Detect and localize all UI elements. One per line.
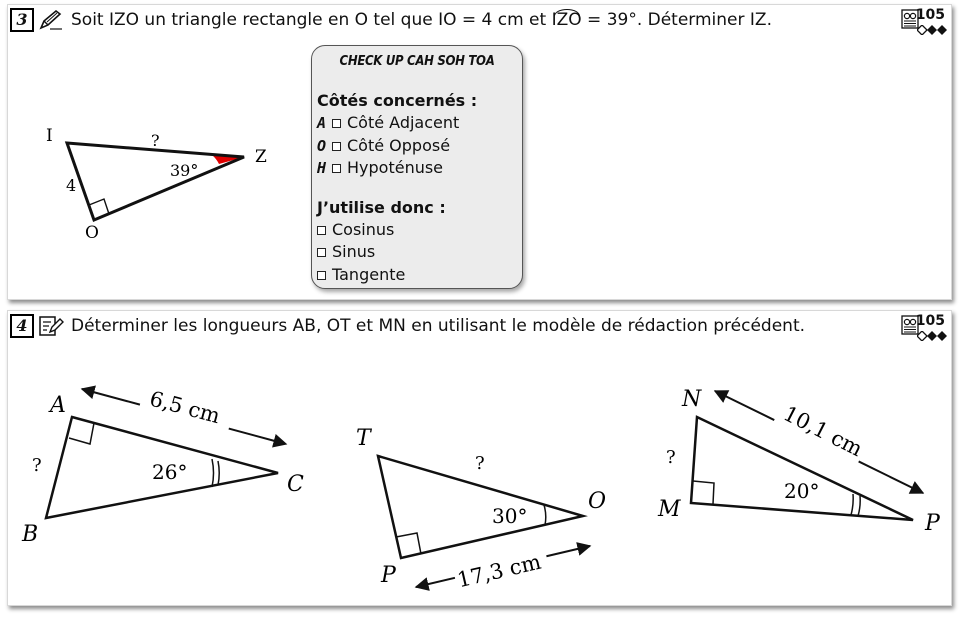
triangle-izo [67, 143, 244, 220]
vertex-o: O [588, 489, 607, 514]
function-option-sinus[interactable]: Sinus [317, 242, 375, 261]
side-nm-label: ? [666, 447, 676, 468]
exercise-number: 3 [10, 8, 34, 32]
vertex-n: N [682, 387, 702, 412]
side-ac-label: 6,5 cm [147, 386, 223, 429]
side-option-adjacent[interactable]: A Côté Adjacent [317, 113, 460, 132]
side-io-label: 4 [66, 176, 77, 195]
vertex-z: Z [255, 147, 267, 167]
triangle-tpo [356, 426, 606, 592]
question-text: Déterminer les longueurs AB, OT et MN en utilisant le modèle de rédaction précédent. [71, 316, 806, 336]
vertex-o: O [85, 223, 99, 243]
side-np-label: 10,1 cm [779, 401, 867, 462]
angle-c-marker [218, 461, 219, 485]
side-iz-label: ? [151, 131, 160, 150]
triangle-nmp [657, 387, 941, 536]
level-badge [901, 7, 949, 37]
use-heading: J’utilise donc : [317, 198, 446, 217]
vertex-i: I [46, 126, 53, 146]
vertex-a: A [50, 393, 66, 418]
checkup-box [311, 45, 523, 289]
vertex-c: C [287, 472, 304, 497]
badge-number: 105 [915, 7, 945, 23]
badge-number: 105 [915, 313, 945, 329]
vertex-p: P [925, 511, 940, 536]
side-ab-label: ? [32, 455, 42, 476]
side-po-label: 17,3 cm [454, 549, 544, 593]
angle-o-marker [544, 505, 546, 525]
exercise-4-card [7, 310, 952, 606]
angle-p-label: 20° [784, 479, 820, 503]
checkbox-icon [317, 226, 326, 235]
right-angle-marker [69, 423, 94, 444]
angle-p-marker [851, 494, 853, 515]
checkbox-icon [332, 142, 341, 151]
function-option-cosinus[interactable]: Cosinus [317, 220, 394, 239]
triangle-izo-figure [8, 5, 298, 255]
sides-heading: Côtés concernés : [317, 91, 478, 110]
side-to-label: ? [475, 453, 485, 474]
side-option-hypotenuse[interactable]: H Hypoténuse [317, 158, 444, 177]
question-text: Soit IZO un triangle rectangle en O tel que IO = 4 cm et IZO = 39°. Déterminer IZ. [71, 10, 772, 30]
function-option-tangente[interactable]: Tangente [317, 265, 405, 284]
angle-z-label: 39° [170, 161, 199, 180]
right-angle-marker [693, 481, 714, 504]
checkbox-icon [332, 164, 341, 173]
triangles-figure [8, 311, 951, 605]
checkbox-icon [332, 119, 341, 128]
angle-notation: IZO [551, 10, 582, 30]
vertex-b: B [22, 522, 39, 547]
angle-o-label: 30° [492, 504, 528, 528]
vertex-p: P [381, 563, 396, 588]
diamond-rating-icon [917, 25, 947, 35]
checkbox-icon [317, 248, 326, 257]
triangle-abc [21, 386, 304, 547]
vertex-m: M [658, 497, 681, 522]
exercise-number: 4 [10, 314, 34, 338]
checkup-title: CHECK UP CAH SOH TOA [339, 54, 495, 69]
exercise-3-card [7, 4, 952, 300]
angle-c-label: 26° [152, 460, 188, 484]
vertex-t: T [356, 426, 371, 451]
side-option-opposite[interactable]: O Côté Opposé [317, 136, 451, 155]
checkbox-icon [317, 271, 326, 280]
